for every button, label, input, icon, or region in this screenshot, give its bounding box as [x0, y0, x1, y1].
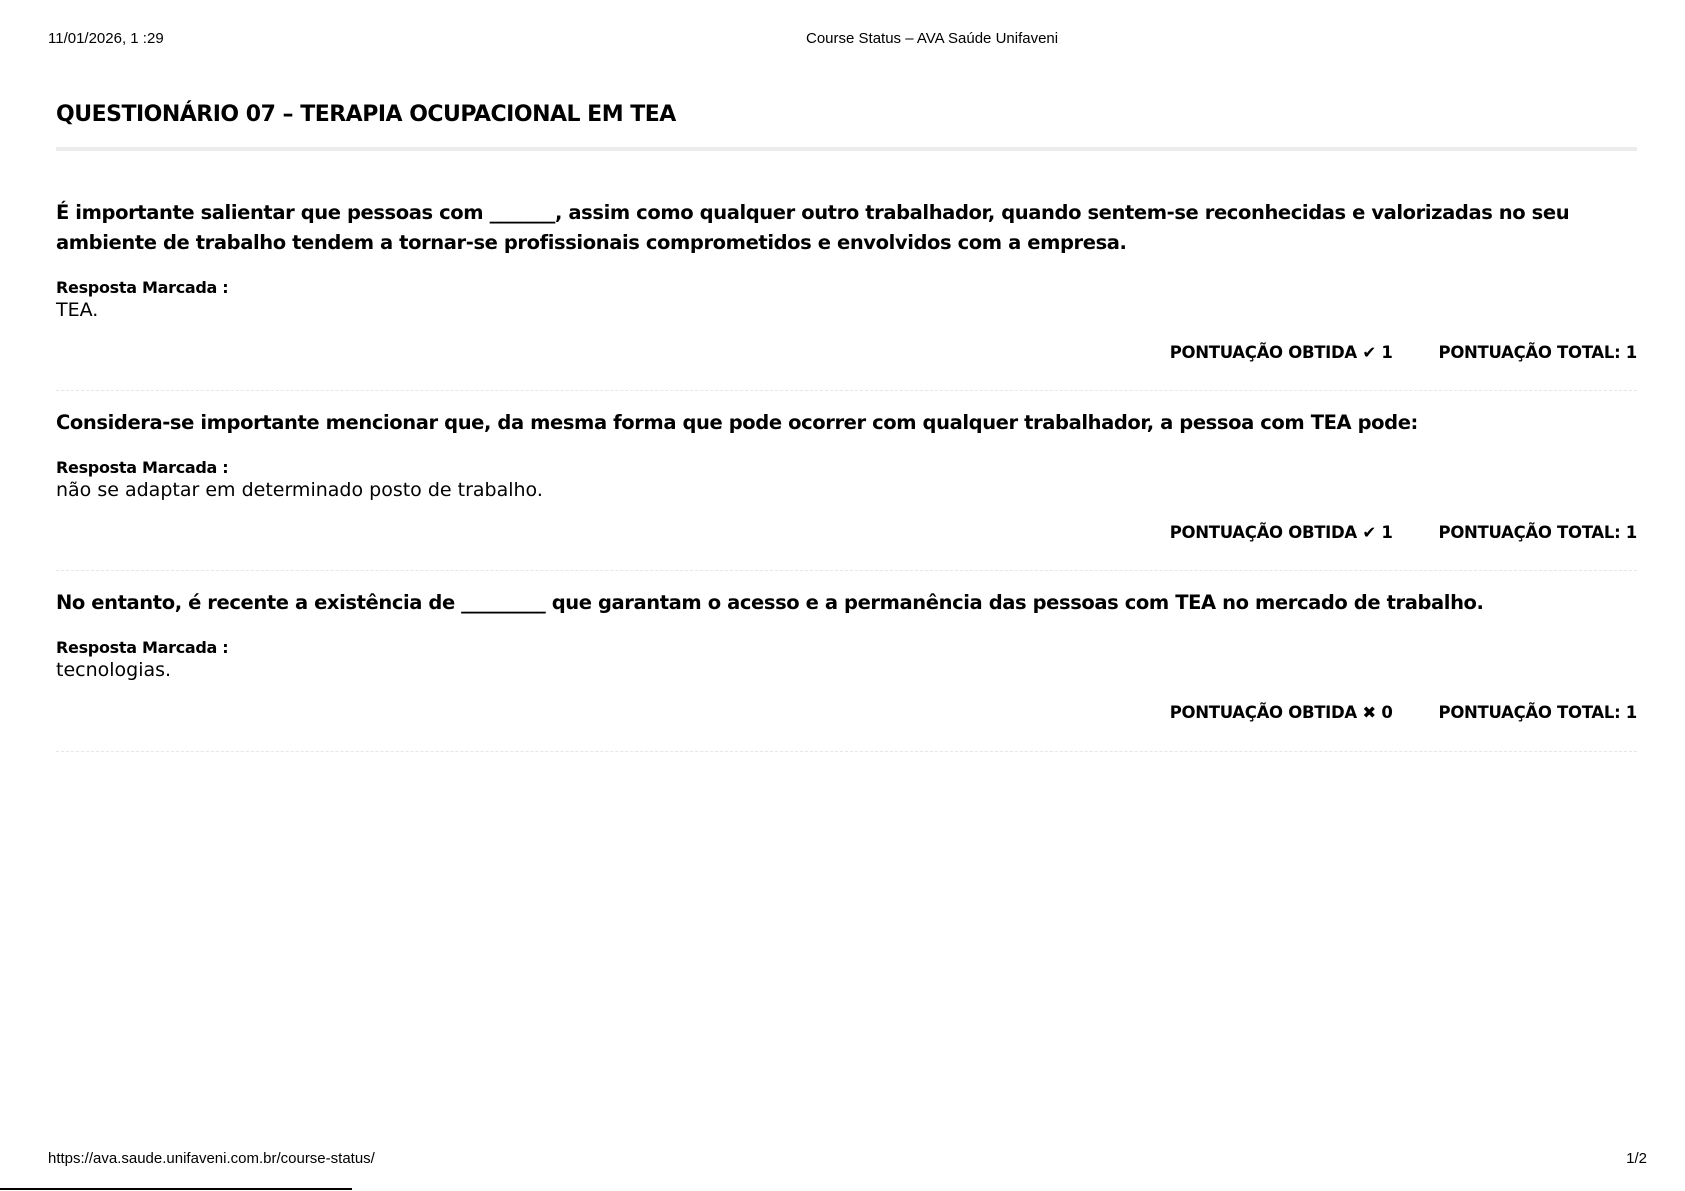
score-label: PONTUAÇÃO OBTIDA: [1169, 343, 1357, 362]
score-obtained: [1170, 523, 1393, 542]
check-icon: ✔: [1362, 523, 1376, 542]
score-label: PONTUAÇÃO OBTIDA: [1169, 523, 1357, 542]
print-page-title: Course Status – AVA Saúde Unifaveni: [806, 30, 1059, 47]
score-row: [56, 343, 1637, 362]
score-row: [56, 703, 1637, 722]
page-edge-line: [0, 1188, 352, 1190]
score-row: [56, 523, 1637, 542]
cross-icon: ✖: [1362, 703, 1376, 722]
question-text: No entanto, é recente a existência de _________ que garantam o acesso e a permanência das pessoas com TEA no mercado de trabalho.: [56, 591, 1484, 614]
score-total: PONTUAÇÃO TOTAL: 1: [1438, 523, 1637, 542]
check-icon: ✔: [1362, 343, 1376, 362]
print-datetime: 11/01/2026, 1 :29: [48, 30, 164, 47]
score-value: 0: [1381, 703, 1393, 722]
answer-label: Resposta Marcada :: [56, 458, 229, 477]
question-divider: [56, 390, 1637, 391]
answer-value: TEA.: [56, 299, 99, 321]
question-3: [56, 588, 1637, 722]
question-text: Considera-se importante mencionar que, da mesma forma que pode ocorrer com qualquer trabalhador, a pessoa com TEA pode:: [56, 411, 1418, 434]
question-divider: [56, 570, 1637, 571]
score-obtained: [1170, 703, 1393, 722]
answer-value: não se adaptar em determinado posto de trabalho.: [56, 479, 543, 501]
question-1: [56, 198, 1637, 362]
score-value: 1: [1381, 523, 1393, 542]
question-divider: [56, 751, 1637, 752]
quiz-title: QUESTIONÁRIO 07 – TERAPIA OCUPACIONAL EM TEA: [56, 102, 676, 127]
score-total: PONTUAÇÃO TOTAL: 1: [1438, 343, 1637, 362]
question-text: É importante salientar que pessoas com _______, assim como qualquer outro trabalhador, quando sentem-se reconhecidas e valorizadas no seu ambiente de trabalho tendem a tornar-se profissionais comprometidos e envolvidos com a empresa.: [56, 201, 1570, 254]
score-value: 1: [1381, 343, 1393, 362]
score-total: PONTUAÇÃO TOTAL: 1: [1438, 703, 1637, 722]
page-number: 1/2: [1626, 1150, 1647, 1167]
answer-label: Resposta Marcada :: [56, 638, 229, 657]
score-obtained: [1170, 343, 1393, 362]
answer-label: Resposta Marcada :: [56, 278, 229, 297]
title-divider: [56, 147, 1637, 151]
answer-value: tecnologias.: [56, 659, 172, 681]
print-url: https://ava.saude.unifaveni.com.br/course-status/: [48, 1150, 375, 1167]
question-2: [56, 408, 1637, 542]
score-label: PONTUAÇÃO OBTIDA: [1169, 703, 1357, 722]
